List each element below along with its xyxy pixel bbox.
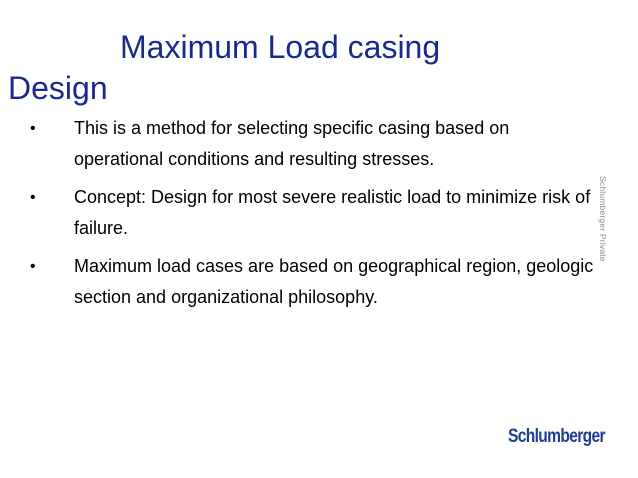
bullet-marker: • (30, 120, 36, 137)
slide-title (8, 27, 528, 109)
slide-title-line-2: Design (8, 70, 108, 107)
bullet-text: This is a method for selecting specific casing based on operational conditions and resulting stresses. (74, 118, 510, 169)
bullet-marker: • (30, 258, 36, 275)
schlumberger-logo: Schlumberger (508, 426, 605, 447)
slide-title-line-1: Maximum Load casing (120, 29, 441, 66)
bullet-item (30, 182, 600, 244)
bullet-item (30, 113, 600, 175)
bullet-item (30, 251, 600, 313)
bullet-text: Maximum load cases are based on geographical region, geologic section and organizational philosophy. (74, 256, 594, 307)
bullet-list (30, 113, 600, 320)
confidentiality-label: Schlumberger Private (598, 176, 608, 262)
bullet-marker: • (30, 189, 36, 206)
bullet-text: Concept: Design for most severe realistic load to minimize risk of failure. (74, 187, 591, 238)
